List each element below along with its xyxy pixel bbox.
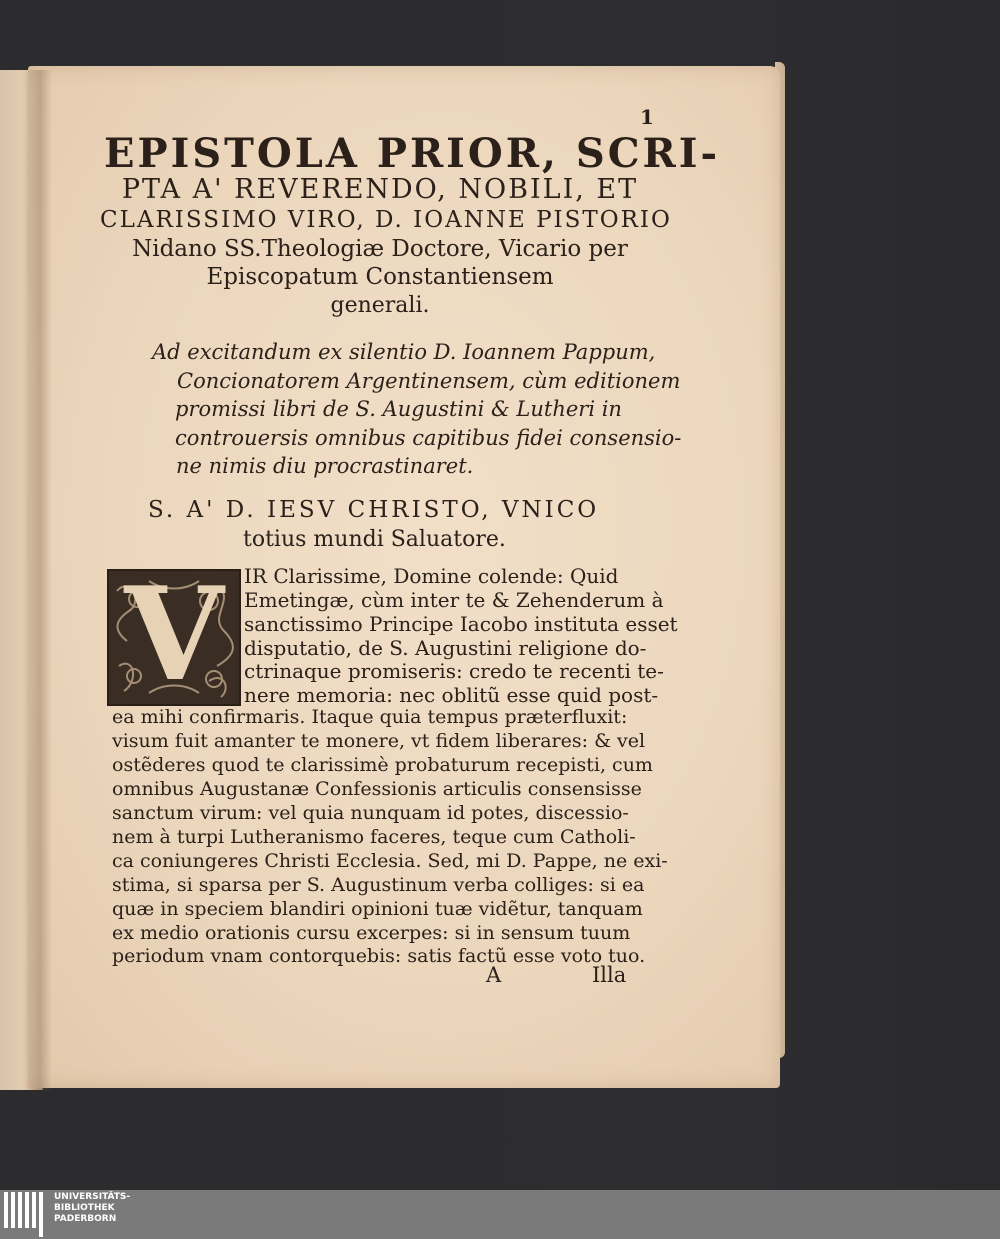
title-line: generali. bbox=[330, 293, 430, 318]
title-line: Episcopatum Constantiensem bbox=[206, 264, 554, 290]
argument-line: controuersis omnibus capitibus fidei consensio- bbox=[175, 426, 682, 450]
body-line: nem à turpi Lutheranismo faceres, teque cum Catholi- bbox=[112, 826, 636, 848]
body-line: ea mihi confirmaris. Itaque quia tempus præterfluxit: bbox=[112, 706, 628, 728]
argument-line: ne nimis diu procrastinaret. bbox=[176, 454, 474, 478]
body-line: Emetingæ, cùm inter te & Zehenderum à bbox=[244, 588, 664, 612]
decorated-initial bbox=[107, 569, 241, 706]
salutation-line: S. A' D. IESV CHRISTO, VNICO bbox=[148, 497, 600, 523]
title-line: Nidano SS.Theologiæ Doctore, Vicario per bbox=[132, 236, 628, 262]
title-line: CLARISSIMO VIRO, D. IOANNE PISTORIO bbox=[100, 207, 672, 233]
body-line: omnibus Augustanæ Confessionis articulis consensisse bbox=[112, 778, 642, 800]
library-footer-bar bbox=[0, 1190, 1000, 1239]
catchword: Illa bbox=[592, 963, 627, 987]
salutation-line: totius mundi Saluatore. bbox=[243, 527, 506, 552]
body-line: ctrinaque promiseris: credo te recenti te- bbox=[244, 659, 664, 683]
title-line: EPISTOLA PRIOR, SCRI- bbox=[104, 130, 721, 177]
body-line: stima, si sparsa per S. Augustinum verba colliges: si ea bbox=[112, 874, 645, 896]
library-logo-icon bbox=[4, 1192, 50, 1237]
argument-line: Ad excitandum ex silentio D. Ioannem Pappum, bbox=[152, 340, 656, 364]
body-line: IR Clarissime, Domine colende: Quid bbox=[244, 564, 619, 588]
argument-line: Concionatorem Argentinensem, cùm editionem bbox=[177, 369, 681, 393]
body-line: sanctissimo Principe Iacobo instituta esset bbox=[244, 612, 678, 636]
body-line: visum fuit amanter te monere, vt fidem liberares: & vel bbox=[112, 730, 646, 752]
library-name-line: UNIVERSITÄTS- bbox=[54, 1192, 131, 1202]
body-line: sanctum virum: vel quia nunquam id potes, discessio- bbox=[112, 802, 629, 824]
initial-letter: V bbox=[124, 569, 224, 706]
library-name-line: PADERBORN bbox=[54, 1214, 117, 1224]
body-line: nere memoria: nec oblitũ esse quid post- bbox=[244, 683, 659, 707]
gutter-shadow bbox=[22, 70, 52, 1090]
argument-line: promissi libri de S. Augustini & Lutheri in bbox=[175, 397, 622, 421]
body-line: periodum vnam contorquebis: satis factũ esse voto tuo. bbox=[112, 945, 646, 967]
body-line: ostẽderes quod te clarissimè probaturum recepisti, cum bbox=[112, 754, 653, 776]
library-name bbox=[54, 1192, 130, 1225]
body-line: ex medio orationis cursu excerpes: si in sensum tuum bbox=[112, 922, 631, 944]
folio-number: 1 bbox=[640, 105, 654, 129]
title-line: PTA A' REVERENDO, NOBILI, ET bbox=[121, 174, 639, 205]
library-name-line: BIBLIOTHEK bbox=[54, 1203, 115, 1213]
signature-mark: A bbox=[486, 963, 502, 987]
body-line: disputatio, de S. Augustini religione do- bbox=[244, 636, 647, 660]
body-line: quæ in speciem blandiri opinioni tuæ vidẽtur, tanquam bbox=[112, 898, 643, 920]
body-line: ca coniungeres Christi Ecclesia. Sed, mi D. Pappe, ne exi- bbox=[112, 850, 668, 872]
